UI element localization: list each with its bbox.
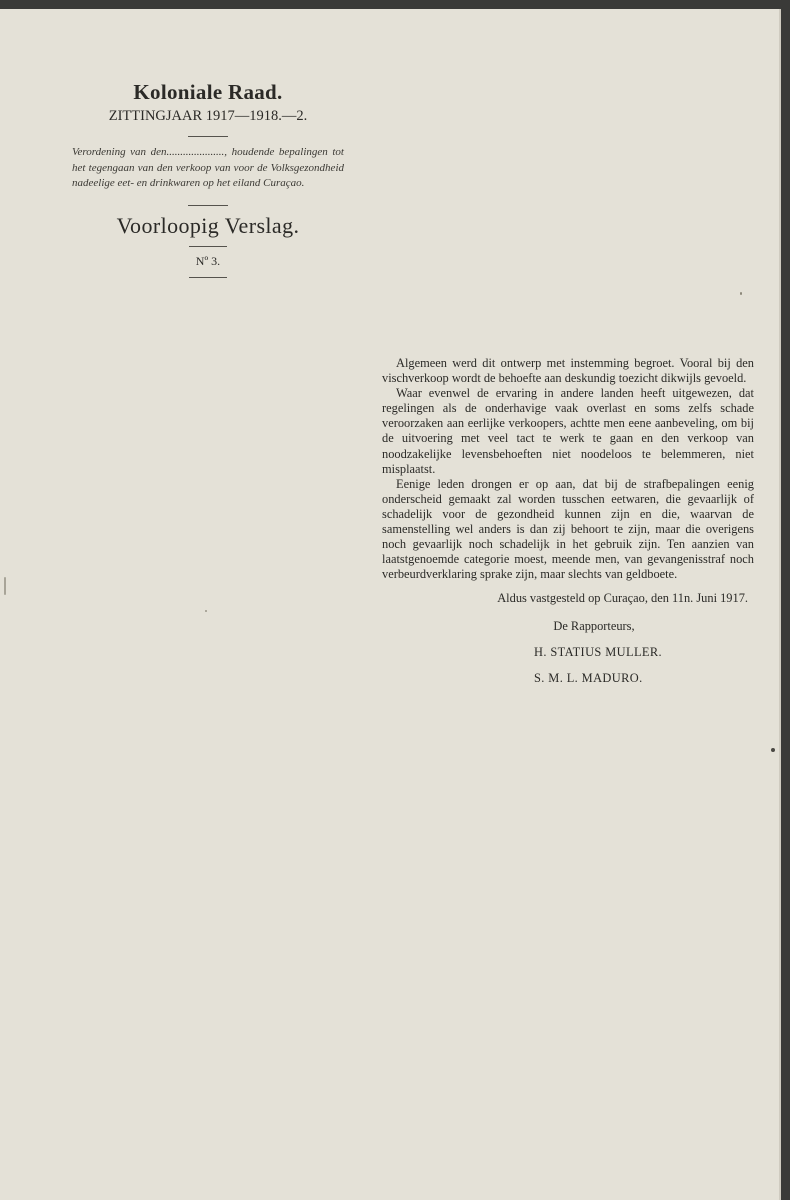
closing-line: Aldus vastgesteld op Curaçao, den 11n. Juni 1917.: [497, 591, 748, 606]
report-title: Voorloopig Verslag.: [116, 212, 300, 238]
paper-speck: [740, 292, 742, 295]
document-page: [0, 9, 781, 1200]
signatory-name: H. STATIUS MULLER.: [534, 644, 663, 659]
header-block: [72, 79, 344, 278]
rapporteurs-label: De Rapporteurs,: [553, 618, 635, 633]
ordinance-description: Verordening van den....................., houdende bepalingen tot het tegengaan van den verkoop van voor de Volksgezondheid nadeelige eet- en drinkwaren op het eiland Curaçao.: [72, 146, 344, 189]
council-title: Koloniale Raad.: [133, 80, 283, 104]
document-number: Nº 3.: [195, 253, 221, 268]
divider: [188, 205, 228, 206]
report-body: [382, 356, 754, 686]
session-year: ZITTINGJAAR 1917—1918.—2.: [108, 108, 308, 124]
paragraph: Algemeen werd dit ontwerp met instemming begroet. Vooral bij den vischverkoop wordt de behoefte aan deskundig toezicht dikwijls gevoeld.: [382, 356, 754, 386]
paragraph: Eenige leden drongen er op aan, dat bij de strafbepalingen eenig onderscheid gemaakt zal worden tusschen eetwaren, die gevaarlijk of schadelijk voor de gezondheid kunnen zijn en die, waarvan de samenstelling wel anders is dan zij behoort te zijn, maar die overigens noch gevaarlijk noch schadelijk in het gebruik zijn. Ten aanzien van laatstgenoemde categorie moest, meende men, van gevangenisstraf noch verbeurdverklaring sprake zijn, maar slechts van geldboete.: [382, 476, 754, 582]
divider: [189, 277, 227, 278]
paper-speck: [4, 577, 6, 595]
paper-speck: [771, 748, 775, 752]
divider: [189, 246, 227, 247]
paragraph: Waar evenwel de ervaring in andere landen heeft uitgewezen, dat regelingen als de onderhavige vaak overlast en soms zelfs schade veroorzaken aan eerlijke verkoopers, achtte men eene aanbeveling, om bij de uitvoering met veel tact te werk te gaan en den verkoop van noodzakelijke levensbehoeften niet noodeloos te belemmeren, niet misplaatst.: [382, 386, 754, 476]
divider: [188, 136, 228, 137]
signatory-name: S. M. L. MADURO.: [534, 670, 643, 685]
paper-speck: [205, 610, 207, 612]
page-edge: [779, 9, 781, 1200]
